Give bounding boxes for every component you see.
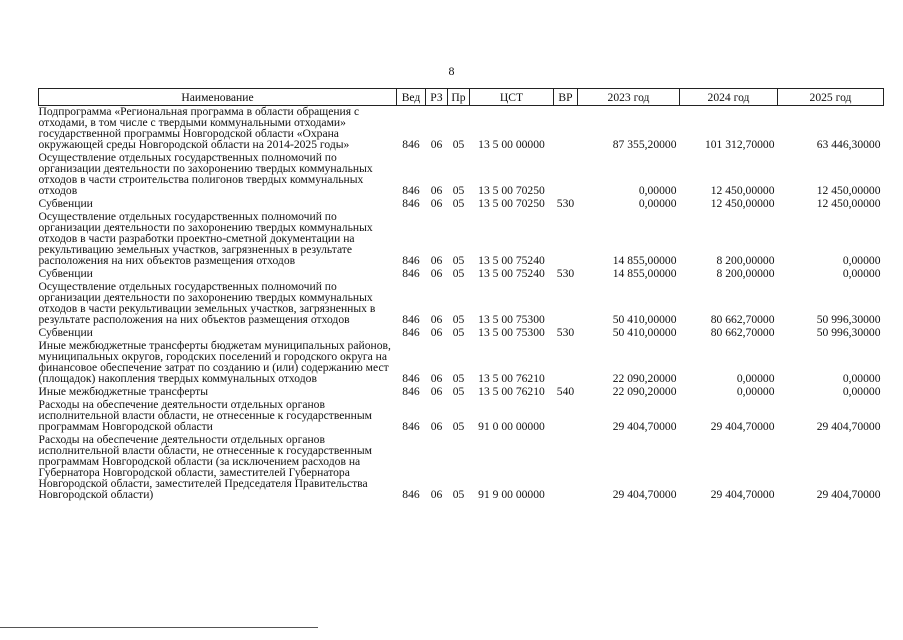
row-pr: 05 bbox=[452, 326, 465, 339]
row-2025: 50 996,30000 bbox=[816, 313, 881, 326]
header-pr: Пр bbox=[448, 89, 470, 106]
row-ved: 846 bbox=[402, 267, 420, 280]
row-ved: 846 bbox=[402, 488, 420, 501]
row-2025: 0,00000 bbox=[842, 385, 881, 398]
row-2025: 29 404,70000 bbox=[816, 488, 881, 501]
table-row bbox=[39, 152, 884, 198]
table-row bbox=[39, 340, 884, 386]
row-vr: 530 bbox=[556, 197, 575, 210]
table-header-row bbox=[39, 89, 884, 106]
row-name: Осуществление отдельных государственных полномочий по организации деятельности по захоронению твердых коммунальных отходов в части строительства полигонов твердых коммунальных отходов bbox=[38, 151, 373, 197]
table-row bbox=[39, 106, 884, 153]
row-cst: 13 5 00 75300 bbox=[478, 326, 545, 339]
row-vr bbox=[554, 399, 578, 434]
row-rz: 06 bbox=[430, 267, 443, 280]
row-rz: 06 bbox=[430, 184, 443, 197]
row-2025: 50 996,30000 bbox=[816, 326, 881, 339]
row-ved: 846 bbox=[402, 313, 420, 326]
row-vr: 530 bbox=[556, 267, 575, 280]
row-name: Иные межбюджетные трансферты бюджетам муниципальных районов, муниципальных округов, городских поселений и городского округа на финансовое обеспечение затрат по созданию и (или) содержанию мест (площадок) накопления твердых коммунальных отходов bbox=[38, 339, 391, 385]
row-ved: 846 bbox=[402, 420, 420, 433]
row-2023: 14 855,00000 bbox=[612, 254, 677, 267]
row-2024: 101 312,70000 bbox=[704, 138, 775, 151]
row-cst: 13 5 00 00000 bbox=[478, 138, 545, 151]
row-pr: 05 bbox=[452, 138, 465, 151]
row-cst: 13 5 00 70250 bbox=[478, 197, 545, 210]
row-2024: 12 450,00000 bbox=[710, 184, 775, 197]
row-2024: 8 200,00000 bbox=[716, 267, 775, 280]
header-2025: 2025 год bbox=[778, 89, 884, 106]
row-vr bbox=[554, 106, 578, 153]
row-cst: 13 5 00 75240 bbox=[478, 267, 545, 280]
row-pr: 05 bbox=[452, 313, 465, 326]
header-rz: РЗ bbox=[426, 89, 448, 106]
row-2023: 22 090,20000 bbox=[612, 372, 677, 385]
row-2023: 29 404,70000 bbox=[612, 420, 677, 433]
row-pr: 05 bbox=[452, 385, 465, 398]
row-pr: 05 bbox=[452, 488, 465, 501]
row-name: Осуществление отдельных государственных полномочий по организации деятельности по захоронению твердых коммунальных отходов в части рекультивации земельных участков, загрязненных в результате расположения на них объектов размещения отходов bbox=[38, 280, 376, 326]
row-vr bbox=[554, 434, 578, 502]
row-2023: 50 410,00000 bbox=[612, 313, 677, 326]
row-name: Субвенции bbox=[38, 197, 93, 210]
header-cst: ЦСТ bbox=[470, 89, 554, 106]
row-2025: 29 404,70000 bbox=[816, 420, 881, 433]
header-2024: 2024 год bbox=[680, 89, 778, 106]
row-cst: 13 5 00 70250 bbox=[478, 184, 545, 197]
row-ved: 846 bbox=[402, 184, 420, 197]
row-name: Расходы на обеспечение деятельности отдельных органов исполнительной власти области, не отнесенные к государственным программам Новгородской области (за исключением расходов на Губернатора Новгородской области, заместителей Губернатора Новгородской области, заместителей Председателя Правительства Новгородской области) bbox=[38, 433, 372, 501]
budget-table bbox=[38, 88, 884, 502]
header-vr: ВР bbox=[554, 89, 578, 106]
row-pr: 05 bbox=[452, 267, 465, 280]
row-ved: 846 bbox=[402, 385, 420, 398]
row-name: Субвенции bbox=[38, 326, 93, 339]
row-ved: 846 bbox=[402, 326, 420, 339]
row-2023: 0,00000 bbox=[638, 197, 677, 210]
row-pr: 05 bbox=[452, 184, 465, 197]
row-rz: 06 bbox=[430, 326, 443, 339]
row-2024: 8 200,00000 bbox=[716, 254, 775, 267]
row-cst: 13 5 00 75300 bbox=[478, 313, 545, 326]
row-pr: 05 bbox=[452, 420, 465, 433]
row-2025: 0,00000 bbox=[842, 372, 881, 385]
row-name: Иные межбюджетные трансферты bbox=[38, 385, 209, 398]
row-2023: 22 090,20000 bbox=[612, 385, 677, 398]
row-ved: 846 bbox=[402, 254, 420, 267]
row-rz: 06 bbox=[430, 254, 443, 267]
row-2024: 29 404,70000 bbox=[710, 420, 775, 433]
row-vr: 540 bbox=[556, 385, 575, 398]
row-2023: 29 404,70000 bbox=[612, 488, 677, 501]
row-rz: 06 bbox=[430, 313, 443, 326]
header-name: Наименование bbox=[39, 89, 397, 106]
row-rz: 06 bbox=[430, 372, 443, 385]
row-pr: 05 bbox=[452, 197, 465, 210]
row-cst: 91 0 00 00000 bbox=[478, 420, 545, 433]
row-2023: 0,00000 bbox=[638, 184, 677, 197]
footer-divider bbox=[0, 627, 318, 628]
table-row bbox=[39, 281, 884, 327]
row-name: Подпрограмма «Региональная программа в области обращения с отходами, в том числе с твердыми коммунальными отходами» государственной программы Новгородской области «Охрана окружающей среды Новгородской области на 2014-2025 годы» bbox=[38, 105, 360, 151]
row-2024: 0,00000 bbox=[736, 372, 775, 385]
row-2024: 12 450,00000 bbox=[710, 197, 775, 210]
row-vr bbox=[554, 152, 578, 198]
row-ved: 846 bbox=[402, 372, 420, 385]
row-vr bbox=[554, 340, 578, 386]
row-pr: 05 bbox=[452, 372, 465, 385]
row-rz: 06 bbox=[430, 197, 443, 210]
row-2023: 87 355,20000 bbox=[612, 138, 677, 151]
row-2024: 80 662,70000 bbox=[710, 326, 775, 339]
table-row bbox=[39, 434, 884, 502]
header-ved: Вед bbox=[397, 89, 426, 106]
row-pr: 05 bbox=[452, 254, 465, 267]
row-rz: 06 bbox=[430, 138, 443, 151]
row-2023: 14 855,00000 bbox=[612, 267, 677, 280]
row-name: Расходы на обеспечение деятельности отдельных органов исполнительной власти области, не отнесенные к государственным программам Новгородской области bbox=[38, 398, 372, 433]
row-2025: 12 450,00000 bbox=[816, 197, 881, 210]
row-2025: 63 446,30000 bbox=[816, 138, 881, 151]
row-rz: 06 bbox=[430, 420, 443, 433]
row-ved: 846 bbox=[402, 138, 420, 151]
row-rz: 06 bbox=[430, 488, 443, 501]
row-name: Осуществление отдельных государственных полномочий по организации деятельности по захоронению твердых коммунальных отходов в части разработки проектно-сметной документации на рекультивацию земельных участков, загрязненных в результате расположения на них объектов размещения отходов bbox=[38, 210, 373, 267]
row-rz: 06 bbox=[430, 385, 443, 398]
row-cst: 91 9 00 00000 bbox=[478, 488, 545, 501]
page-number: 8 bbox=[448, 64, 455, 78]
table-row bbox=[39, 211, 884, 268]
row-cst: 13 5 00 76210 bbox=[478, 385, 545, 398]
row-2025: 0,00000 bbox=[842, 254, 881, 267]
row-name: Субвенции bbox=[38, 267, 93, 280]
row-2025: 12 450,00000 bbox=[816, 184, 881, 197]
row-2024: 29 404,70000 bbox=[710, 488, 775, 501]
row-2025: 0,00000 bbox=[842, 267, 881, 280]
row-vr bbox=[554, 211, 578, 268]
row-vr: 530 bbox=[556, 326, 575, 339]
row-cst: 13 5 00 75240 bbox=[478, 254, 545, 267]
row-2023: 50 410,00000 bbox=[612, 326, 677, 339]
row-2024: 0,00000 bbox=[736, 385, 775, 398]
row-cst: 13 5 00 76210 bbox=[478, 372, 545, 385]
row-2024: 80 662,70000 bbox=[710, 313, 775, 326]
header-2023: 2023 год bbox=[578, 89, 680, 106]
row-ved: 846 bbox=[402, 197, 420, 210]
table-row bbox=[39, 399, 884, 434]
row-vr bbox=[554, 281, 578, 327]
